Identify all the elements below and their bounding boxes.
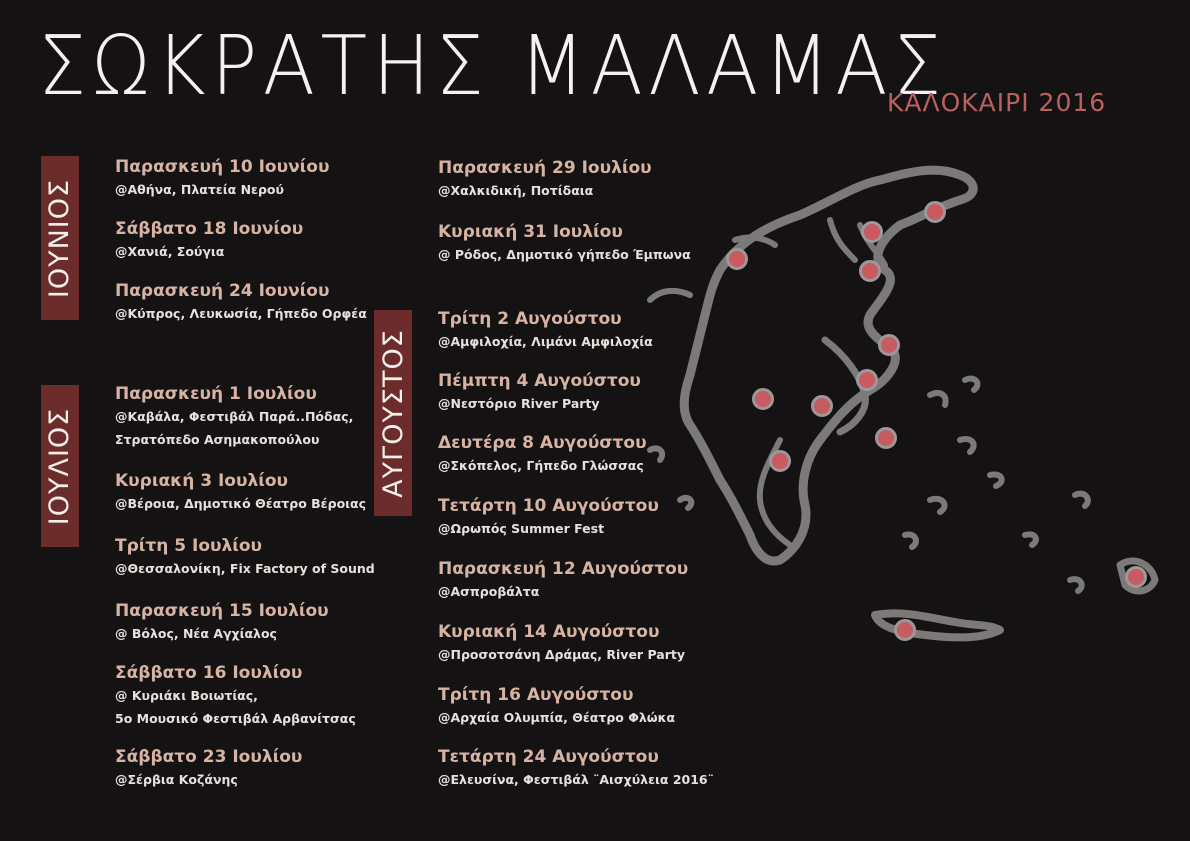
concert-location-marker-icon <box>863 223 882 242</box>
concert-venue: @Αθήνα, Πλατεία Νερού <box>115 182 284 197</box>
month-label-august: ΑΥΓΟΥΣΤΟΣ <box>377 328 409 498</box>
concert-date: Δευτέρα 8 Αυγούστου <box>438 433 647 453</box>
concert-venue: @ Βόλος, Νέα Αγχίαλος <box>115 626 277 641</box>
concert-date: Τετάρτη 10 Αυγούστου <box>438 496 659 516</box>
concert-entry <box>115 470 366 515</box>
season-subtitle: ΚΑΛΟΚΑΙΡΙ 2016 <box>887 88 1107 117</box>
concert-venue: 5ο Μουσικό Φεστιβάλ Αρβανίτσας <box>115 711 356 726</box>
concert-location-marker-icon <box>754 390 773 409</box>
concert-date: Κυριακή 3 Ιουλίου <box>115 471 288 491</box>
concert-venue: @ Κυριάκι Βοιωτίας, <box>115 688 258 703</box>
concert-location-marker-icon <box>880 336 899 355</box>
concert-date: Παρασκευή 29 Ιουλίου <box>438 158 652 178</box>
concert-location-marker-icon <box>861 262 880 281</box>
concert-venue: Στρατόπεδο Ασημακοπούλου <box>115 432 320 447</box>
island-outline <box>1025 534 1036 545</box>
concert-entry <box>438 370 641 415</box>
concert-entry <box>115 662 356 730</box>
island-outline <box>1070 579 1082 591</box>
concert-date: Κυριακή 31 Ιουλίου <box>438 222 623 242</box>
concert-date: Παρασκευή 1 Ιουλίου <box>115 384 317 404</box>
island-outline <box>650 448 662 460</box>
island-outline <box>930 393 946 405</box>
concert-location-marker-icon <box>1127 568 1146 587</box>
concert-date: Παρασκευή 15 Ιουλίου <box>115 601 329 621</box>
concert-entry <box>438 157 652 202</box>
concert-venue: @Καβάλα, Φεστιβάλ Παρά..Πόδας, <box>115 409 354 424</box>
concert-venue: @Ασπροβάλτα <box>438 584 540 599</box>
concert-venue: @Νεστόριο River Party <box>438 396 600 411</box>
concert-location-marker-icon <box>926 203 945 222</box>
concert-date: Τρίτη 16 Αυγούστου <box>438 685 634 705</box>
island-outline <box>680 498 691 508</box>
concert-venue: @Ωρωπός Summer Fest <box>438 521 605 536</box>
island-outline <box>1075 494 1088 506</box>
concert-entry <box>115 218 303 263</box>
island-outline <box>960 439 974 452</box>
concert-date: Σάββατο 18 Ιουνίου <box>115 219 304 239</box>
month-tab-july <box>41 385 79 547</box>
concert-date: Παρασκευή 24 Ιουνίου <box>115 281 330 301</box>
concert-venue: @Θεσσαλονίκη, Fix Factory of Sound <box>115 561 375 576</box>
month-label-july: ΙΟΥΛΙΟΣ <box>44 407 76 525</box>
island-outline <box>990 474 1002 486</box>
concert-venue: @Χανιά, Σούγια <box>115 244 225 259</box>
concert-entry <box>115 383 353 451</box>
concert-entry <box>115 600 329 645</box>
concert-venue: @Σέρβια Κοζάνης <box>115 772 238 787</box>
island-outline <box>965 379 977 390</box>
concert-date: Παρασκευή 10 Ιουνίου <box>115 157 330 177</box>
month-label-june: ΙΟΥΝΙΟΣ <box>44 178 76 298</box>
concert-venue: @Αμφιλοχία, Λιμάνι Αμφιλοχία <box>438 334 653 349</box>
crete-outline <box>875 613 1000 637</box>
concert-location-marker-icon <box>728 250 747 269</box>
concert-entry <box>438 684 675 729</box>
island-outline <box>905 534 916 547</box>
concert-venue: @Κύπρος, Λευκωσία, Γήπεδο Ορφέα <box>115 306 367 321</box>
concert-entry <box>115 280 367 325</box>
concert-date: Σάββατο 16 Ιουλίου <box>115 663 303 683</box>
concert-location-marker-icon <box>771 452 790 471</box>
concert-entry <box>115 746 302 791</box>
concert-venue: @Προσοτσάνη Δράμας, River Party <box>438 647 685 662</box>
concert-location-marker-icon <box>896 621 915 640</box>
greece-map-icon <box>630 140 1170 690</box>
concert-date: Τρίτη 2 Αυγούστου <box>438 309 622 329</box>
concert-date: Τρίτη 5 Ιουλίου <box>115 536 263 556</box>
concert-entry <box>115 156 329 201</box>
concert-date: Πέμπτη 4 Αυγούστου <box>438 371 641 391</box>
concert-date: Τετάρτη 24 Αυγούστου <box>438 747 659 767</box>
concert-entry <box>438 495 659 540</box>
concert-location-marker-icon <box>877 429 896 448</box>
concert-date: Σάββατο 23 Ιουλίου <box>115 747 303 767</box>
concert-venue: @Βέροια, Δημοτικό Θέατρο Βέροιας <box>115 496 367 511</box>
concert-venue: @Ελευσίνα, Φεστιβάλ ¨Αισχύλεια 2016¨ <box>438 772 714 787</box>
concert-venue: @Αρχαία Ολυμπία, Θέατρο Φλώκα <box>438 710 676 725</box>
concert-entry <box>438 308 653 353</box>
concert-venue: @ Ρόδος, Δημοτικό γήπεδο Έμπωνα <box>438 247 691 262</box>
concert-venue: @Σκόπελος, Γήπεδο Γλώσσας <box>438 458 644 473</box>
artist-title: ΣΩΚΡΑΤΗΣ ΜΑΛΑΜΑΣ <box>38 19 947 114</box>
month-tab-june <box>41 156 79 320</box>
concert-date: Κυριακή 14 Αυγούστου <box>438 622 660 642</box>
island-outline <box>930 499 945 512</box>
month-tab-august <box>374 310 412 516</box>
concert-entry <box>438 432 647 477</box>
concert-entry <box>115 535 375 580</box>
concert-location-marker-icon <box>858 371 877 390</box>
concert-entry <box>438 746 714 791</box>
concert-date: Παρασκευή 12 Αυγούστου <box>438 559 689 579</box>
concert-location-marker-icon <box>813 397 832 416</box>
concert-venue: @Χαλκιδική, Ποτίδαια <box>438 183 594 198</box>
